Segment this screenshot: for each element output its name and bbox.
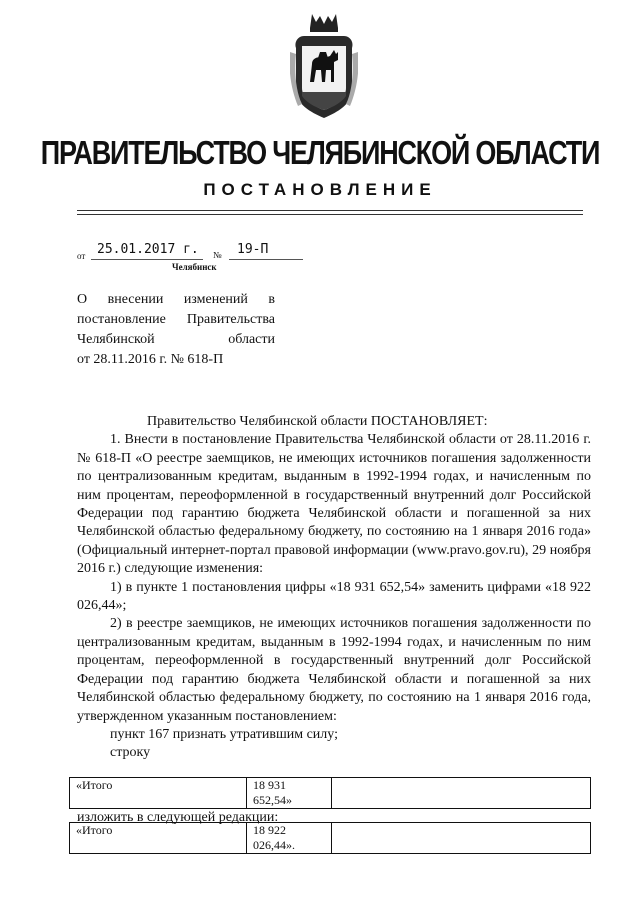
number-underline	[229, 259, 303, 260]
subject-line: Челябинской области	[77, 332, 275, 347]
document-number: 19-П	[237, 242, 269, 257]
new-total-table	[69, 822, 591, 854]
document-subject	[77, 290, 275, 370]
empty-cell	[332, 778, 591, 809]
item-1: 1. Внести в постановление Правительства Челябинской области от 28.11.2016 г. № 618-П «О реестре заемщиков, не имеющих источников погашения задолженности по централизованным кредитам, выданным в 1992-1994 годах, и начисленным по ним процентам, переоформленной в государственный внутренний долг Российской Федерации под гарантию бюджета Челябинской области и погашенной за них Челябинской областью федеральному бюджету, по состоянию на 1 января 2016 года» (Официальный интернет-портал правовой информации (www.pravo.gov.ru), 29 ноября 2016 г.) следующие изменения:	[77, 432, 591, 577]
subitem-2: 2) в реестре заемщиков, не имеющих источников погашения задолженности по централизованным кредитам, выданным в 1992-1994 годах, и начисленным по ним процентам, переоформленной в государственный внутренний долг Российской Федерации под гарантию бюджета Челябинской области и погашенной за них Челябинской областью федеральному бюджету, по состоянию на 1 января 2016 года, утвержденном указанным постановлением:	[77, 616, 591, 724]
table-row	[70, 778, 591, 809]
old-total-table	[69, 777, 591, 809]
document-body	[77, 413, 591, 763]
preamble: Правительство Челябинской области ПОСТАНОВЛЯЕТ:	[147, 414, 488, 429]
subject-line: О внесении изменений в	[77, 292, 275, 307]
table-row	[70, 823, 591, 854]
total-value-cell: 18 931 652,54»	[247, 778, 332, 809]
total-label-cell: «Итого	[70, 778, 247, 809]
header-rule-bottom	[77, 214, 583, 215]
total-label-cell: «Итого	[70, 823, 247, 854]
subject-line: от 28.11.2016 г. № 618-П	[77, 352, 224, 367]
coat-of-arms-emblem	[290, 12, 358, 120]
header-rule-top	[77, 210, 583, 211]
stroku-label: строку	[110, 745, 151, 761]
redaction-label: изложить в следующей редакции:	[77, 810, 279, 825]
point-167: пункт 167 признать утратившим силу;	[110, 726, 338, 742]
number-sign: №	[213, 250, 222, 260]
total-value-cell: 18 922 026,44».	[247, 823, 332, 854]
document-meta	[77, 242, 317, 264]
government-title: ПРАВИТЕЛЬСТВО ЧЕЛЯБИНСКОЙ ОБЛАСТИ	[40, 134, 600, 172]
empty-cell	[332, 823, 591, 854]
subitem-1: 1) в пункте 1 постановления цифры «18 931 652,54» заменить цифрами «18 922 026,44»;	[77, 579, 591, 614]
city-name: Челябинск	[172, 262, 217, 272]
date-prefix: от	[77, 251, 86, 261]
document-date: 25.01.2017 г.	[97, 242, 199, 257]
subject-line: постановление Правительства	[77, 312, 275, 327]
date-underline	[91, 259, 203, 260]
document-type: ПОСТАНОВЛЕНИЕ	[203, 180, 437, 199]
